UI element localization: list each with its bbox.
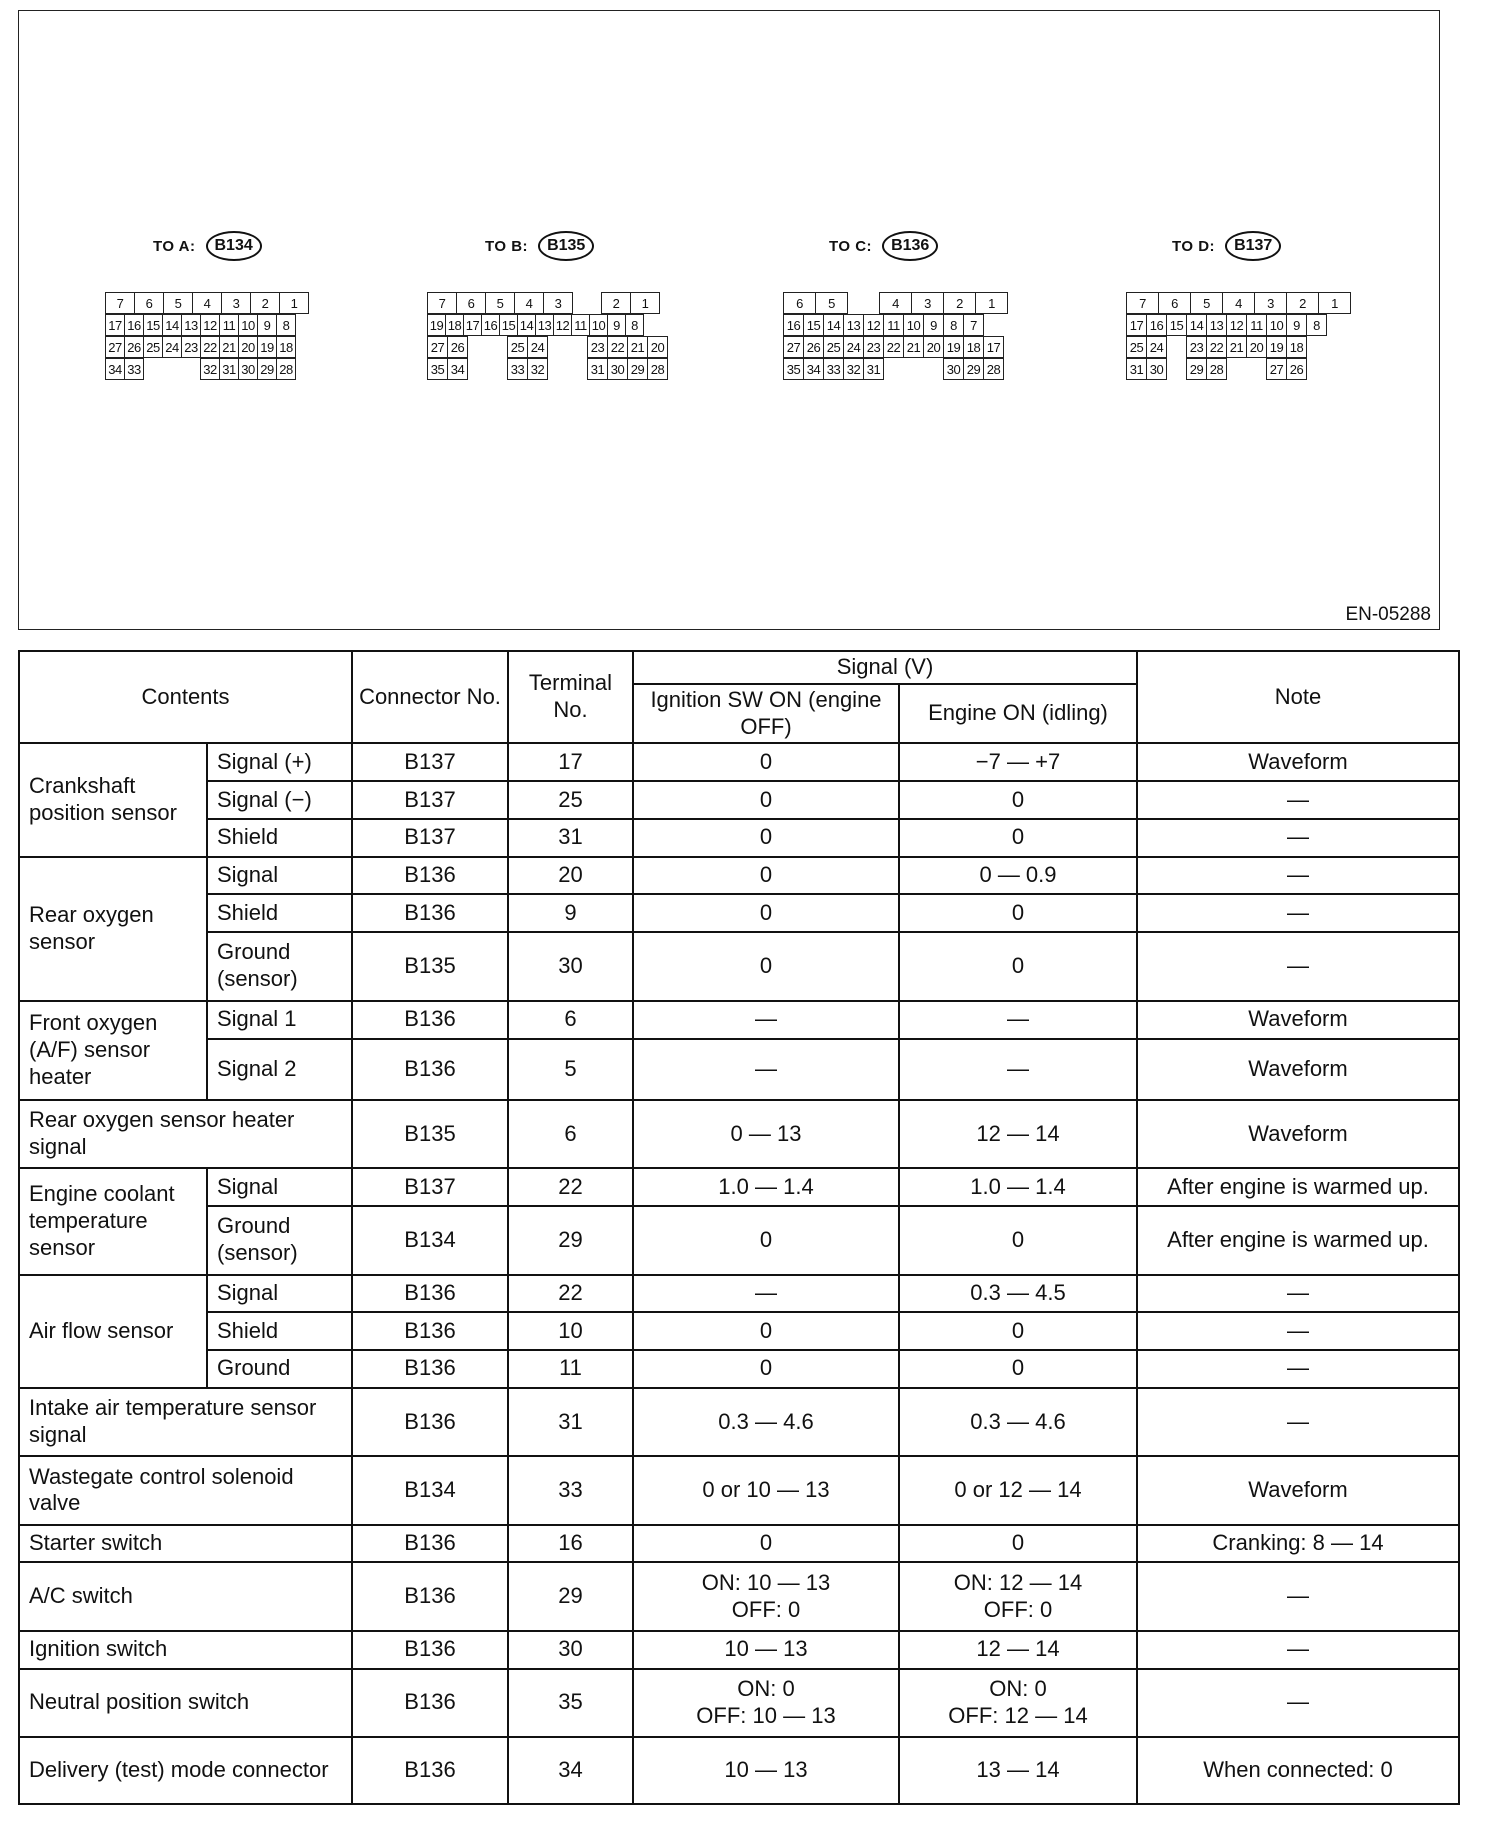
table-row [19,1631,1459,1669]
item-name: Front oxygen (A/F) sensor heater [19,1001,207,1100]
engine-on-value: — [899,1039,1137,1100]
connector-no: B136 [352,1525,508,1563]
terminal-no: 11 [508,1350,633,1388]
connector-no: B135 [352,1100,508,1169]
figure-id-label: EN-05288 [1345,604,1431,625]
connector-no: B136 [352,1737,508,1804]
table-row [19,857,1459,895]
connector-no: B137 [352,781,508,819]
header-ignition-on: Ignition SW ON (engine OFF) [633,684,899,744]
engine-on-value: 0 [899,819,1137,857]
engine-on-value: — [899,1001,1137,1039]
engine-on-value: ON: 12 — 14 OFF: 0 [899,1562,1137,1631]
connector-label [153,229,262,263]
engine-on-value: −7 — +7 [899,743,1137,781]
connector-no: B134 [352,1206,508,1275]
ignition-on-value: 1.0 — 1.4 [633,1168,899,1206]
engine-on-value: 1.0 — 1.4 [899,1168,1137,1206]
sub-item: Signal [207,1275,352,1313]
ignition-on-value: — [633,1039,899,1100]
table-row [19,894,1459,932]
item-name: Starter switch [19,1525,352,1563]
table-row [19,1039,1459,1100]
item-name: Neutral position switch [19,1669,352,1738]
terminal-no: 10 [508,1312,633,1350]
connector-no: B136 [352,1669,508,1738]
note: Waveform [1137,1100,1459,1169]
sub-item: Signal (+) [207,743,352,781]
connector-no: B136 [352,894,508,932]
ignition-on-value: — [633,1001,899,1039]
note: — [1137,1631,1459,1669]
engine-on-value: 0 [899,894,1137,932]
header-terminal-no: Terminal No. [508,651,633,743]
engine-on-value: 0 [899,1206,1137,1275]
header-note: Note [1137,651,1459,743]
terminal-no: 30 [508,932,633,1001]
engine-on-value: 0 — 0.9 [899,857,1137,895]
note: — [1137,894,1459,932]
ignition-on-value: 0 or 10 — 13 [633,1456,899,1525]
header-signal: Signal (V) [633,651,1137,684]
item-name: Rear oxygen sensor heater signal [19,1100,352,1169]
ignition-on-value: 0 [633,894,899,932]
item-name: Rear oxygen sensor [19,857,207,1001]
engine-on-value: 0 [899,1312,1137,1350]
note: Waveform [1137,1456,1459,1525]
connector-label [829,229,938,263]
connector-no: B136 [352,1312,508,1350]
table-row [19,1100,1459,1169]
table-row [19,1312,1459,1350]
connector-no: B136 [352,1001,508,1039]
ignition-on-value: 10 — 13 [633,1737,899,1804]
terminal-no: 22 [508,1275,633,1313]
note: When connected: 0 [1137,1737,1459,1804]
terminal-no: 17 [508,743,633,781]
terminal-no: 29 [508,1206,633,1275]
terminal-no: 16 [508,1525,633,1563]
table-row [19,1669,1459,1738]
connector-no: B136 [352,1275,508,1313]
sub-item: Signal 2 [207,1039,352,1100]
ignition-on-value: 0 [633,1350,899,1388]
connector-no: B136 [352,1562,508,1631]
connector-no: B136 [352,1039,508,1100]
ignition-on-value: 0.3 — 4.6 [633,1388,899,1457]
connector-diagram [18,10,1440,630]
engine-on-value: 0.3 — 4.6 [899,1388,1137,1457]
pin-grid: 7 6 5 4 3 2 1 17 16 15 14 13 12 11 10 9 8 27 26 25 24 23 22 21 20 19 18 34 33 32 31 30 29 28 [105,292,308,380]
connector-no: B136 [352,1350,508,1388]
connector-code-oval: B134 [206,231,262,261]
engine-on-value: 12 — 14 [899,1100,1137,1169]
ignition-on-value: 10 — 13 [633,1631,899,1669]
engine-on-value: 0 [899,1525,1137,1563]
table-row [19,1206,1459,1275]
note: — [1137,1275,1459,1313]
table-row [19,1562,1459,1631]
engine-on-value: 0 [899,1350,1137,1388]
engine-on-value: 12 — 14 [899,1631,1137,1669]
sub-item: Ground (sensor) [207,932,352,1001]
terminal-no: 35 [508,1669,633,1738]
connector-no: B137 [352,743,508,781]
table-row [19,1737,1459,1804]
connector-to-text: TO A: [153,237,196,255]
terminal-no: 34 [508,1737,633,1804]
terminal-no: 9 [508,894,633,932]
note: After engine is warmed up. [1137,1206,1459,1275]
terminal-no: 31 [508,819,633,857]
connector-code-oval: B135 [538,231,594,261]
sub-item: Ground (sensor) [207,1206,352,1275]
engine-on-value: 0.3 — 4.5 [899,1275,1137,1313]
connector-code-oval: B136 [882,231,938,261]
item-name: Engine coolant temperature sensor [19,1168,207,1274]
pin-grid: 6 5 4 3 2 1 16 15 14 13 12 11 10 9 8 7 27 26 25 24 23 22 21 20 19 18 17 35 34 33 32 31 30 29 28 [783,292,1007,380]
header-connector-no: Connector No. [352,651,508,743]
connector-code-oval: B137 [1225,231,1281,261]
ignition-on-value: 0 [633,1312,899,1350]
engine-on-value: 0 [899,781,1137,819]
connector-no: B137 [352,1168,508,1206]
table-row [19,819,1459,857]
table-row [19,932,1459,1001]
item-name: Wastegate control solenoid valve [19,1456,352,1525]
ignition-on-value: ON: 0 OFF: 10 — 13 [633,1669,899,1738]
terminal-no: 25 [508,781,633,819]
engine-on-value: 0 [899,932,1137,1001]
connector-to-text: TO D: [1172,237,1216,255]
sub-item: Shield [207,894,352,932]
item-name: Air flow sensor [19,1275,207,1388]
terminal-no: 20 [508,857,633,895]
item-name: Delivery (test) mode connector [19,1737,352,1804]
engine-on-value: ON: 0 OFF: 12 — 14 [899,1669,1137,1738]
pin-grid: 7 6 5 4 3 2 1 19 18 17 16 15 14 13 12 11 10 9 8 27 26 25 24 23 22 21 20 35 34 33 32 31 30 29 28 [427,292,667,380]
signal-table [18,650,1460,1805]
engine-on-value: 0 or 12 — 14 [899,1456,1137,1525]
note: — [1137,781,1459,819]
sub-item: Signal [207,857,352,895]
note: After engine is warmed up. [1137,1168,1459,1206]
table-row [19,1525,1459,1563]
note: Cranking: 8 — 14 [1137,1525,1459,1563]
table-row [19,1001,1459,1039]
ignition-on-value: 0 [633,743,899,781]
note: Waveform [1137,743,1459,781]
item-name: Crankshaft position sensor [19,743,207,856]
ignition-on-value: 0 — 13 [633,1100,899,1169]
terminal-no: 22 [508,1168,633,1206]
header-contents: Contents [19,651,352,743]
item-name: Intake air temperature sensor signal [19,1388,352,1457]
header-row [19,651,1459,684]
sub-item: Shield [207,1312,352,1350]
item-name: Ignition switch [19,1631,352,1669]
note: — [1137,1388,1459,1457]
connector-to-text: TO C: [829,237,873,255]
terminal-no: 29 [508,1562,633,1631]
ignition-on-value: 0 [633,932,899,1001]
note: — [1137,1562,1459,1631]
terminal-no: 31 [508,1388,633,1457]
table-row [19,1350,1459,1388]
terminal-no: 30 [508,1631,633,1669]
note: — [1137,819,1459,857]
connector-no: B137 [352,819,508,857]
ignition-on-value: ON: 10 — 13 OFF: 0 [633,1562,899,1631]
table-row [19,1388,1459,1457]
connector-no: B134 [352,1456,508,1525]
ignition-on-value: 0 [633,857,899,895]
item-name: A/C switch [19,1562,352,1631]
pin-grid: 7 6 5 4 3 2 1 17 16 15 14 13 12 11 10 9 8 25 24 23 22 21 20 19 18 31 30 29 28 27 26 [1126,292,1350,380]
connector-label [1172,229,1281,263]
table-row [19,781,1459,819]
ignition-on-value: 0 [633,1206,899,1275]
connector-no: B136 [352,1388,508,1457]
sub-item: Ground [207,1350,352,1388]
sub-item: Signal 1 [207,1001,352,1039]
connector-no: B136 [352,857,508,895]
table-row [19,743,1459,781]
note: Waveform [1137,1001,1459,1039]
terminal-no: 6 [508,1100,633,1169]
note: — [1137,932,1459,1001]
terminal-no: 5 [508,1039,633,1100]
note: Waveform [1137,1039,1459,1100]
table-row [19,1456,1459,1525]
ignition-on-value: 0 [633,819,899,857]
ignition-on-value: 0 [633,1525,899,1563]
note: — [1137,1669,1459,1738]
note: — [1137,1312,1459,1350]
note: — [1137,857,1459,895]
connector-no: B135 [352,932,508,1001]
connector-to-text: TO B: [485,237,529,255]
table-body [19,743,1459,1804]
engine-on-value: 13 — 14 [899,1737,1137,1804]
sub-item: Shield [207,819,352,857]
terminal-no: 33 [508,1456,633,1525]
ignition-on-value: 0 [633,781,899,819]
header-engine-on: Engine ON (idling) [899,684,1137,744]
table-row [19,1275,1459,1313]
connector-label [485,229,594,263]
note: — [1137,1350,1459,1388]
sub-item: Signal (−) [207,781,352,819]
connector-no: B136 [352,1631,508,1669]
terminal-no: 6 [508,1001,633,1039]
table-row [19,1168,1459,1206]
ignition-on-value: — [633,1275,899,1313]
sub-item: Signal [207,1168,352,1206]
